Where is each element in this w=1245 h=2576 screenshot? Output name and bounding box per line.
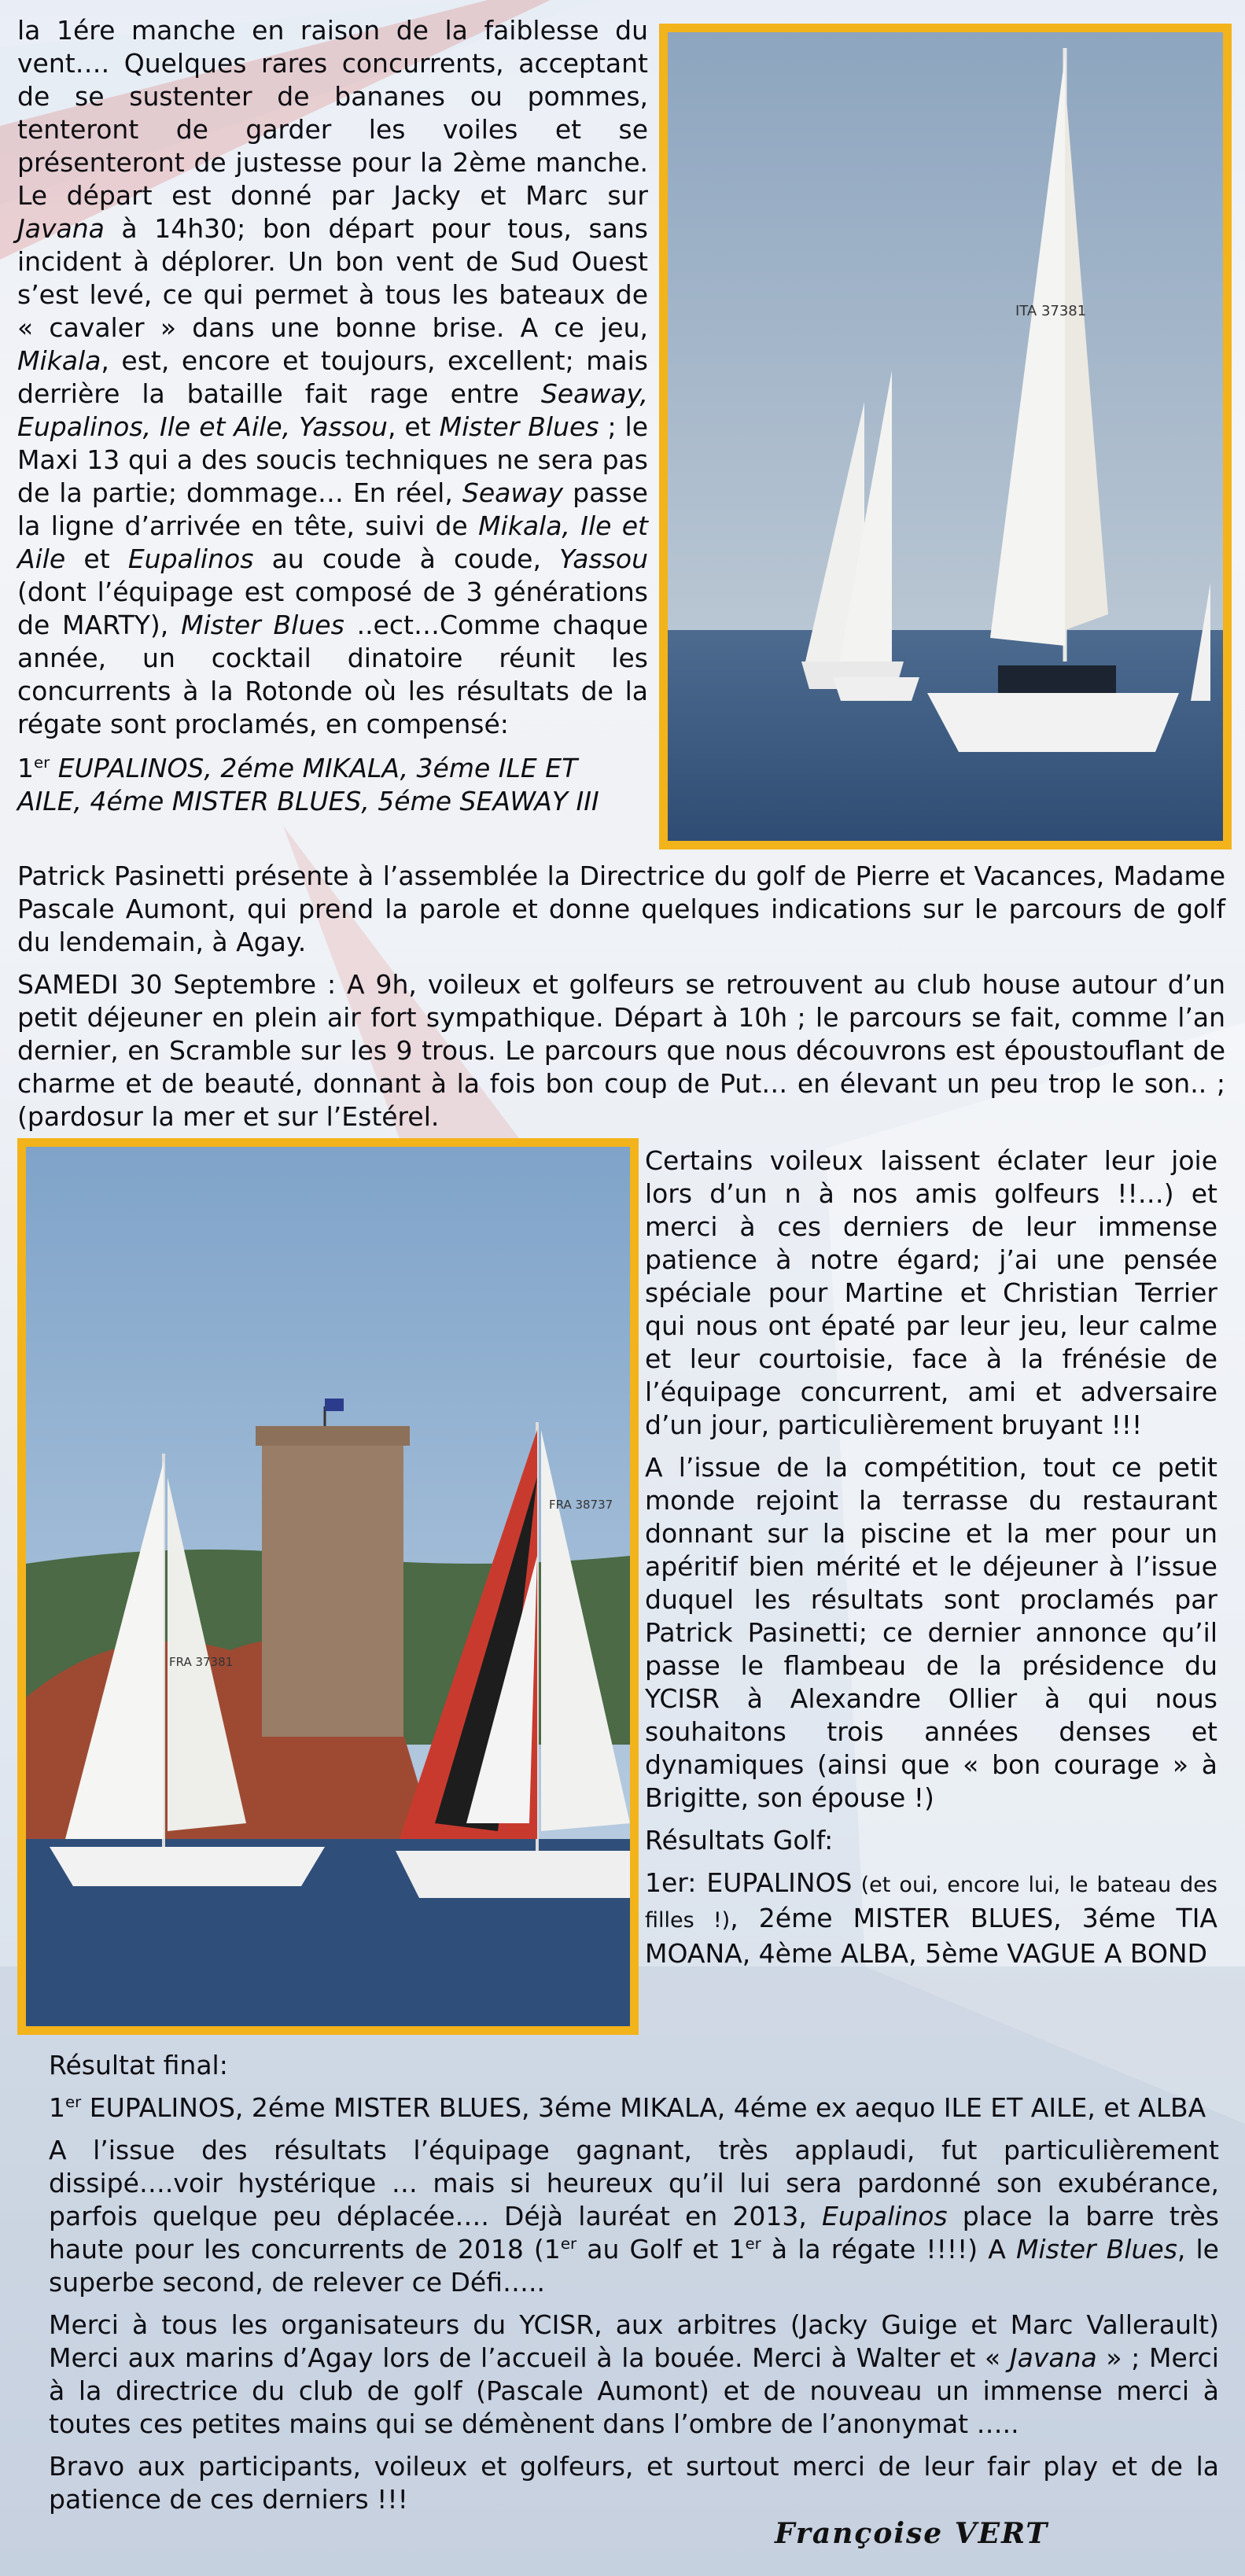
text-run: ..ect…Comme chaque année, un cocktail dinatoire réunit les concurrents à la Rotonde où les résultats de la régate sont proclamés, en compensé: — [17, 610, 649, 739]
final-section — [49, 2049, 1219, 2516]
text-run: la 1ére manche en raison de la faiblesse du vent…. Quelques rares concurrents, acceptant de se sustenter de bananes ou pommes, tenteront de garder les voiles et se présenteront de justesse pour la 2ème manche. Le départ est donné par Jacky et Marc sur — [17, 15, 648, 211]
race-report-text — [17, 14, 648, 741]
text-run: , 2éme MISTER BLUES, 3éme TIA MOANA, 4ème ALBA, 5ème VAGUE A BOND — [645, 1903, 1217, 1969]
text-run: et — [65, 544, 128, 574]
results-list: EUPALINOS, 2éme MISTER BLUES, 3éme MIKALA, 4éme ex aequo ILE ET AILE, et ALBA — [81, 2092, 1206, 2123]
golf-intro-paragraphs — [17, 860, 1225, 1133]
golf-note: (et oui, encore lui, le bateau des filles !) — [645, 1873, 1217, 1933]
golf-report-column — [645, 1144, 1217, 1970]
golf-results-title: Résultats Golf: — [645, 1825, 834, 1856]
after-competition-paragraph: A l’issue de la compétition, tout ce petit monde rejoint la terrasse du restaurant donnant sur la piscine et la mer pour un apéritif bien mérité et le déjeuner à l’issue duquel les résultats sont proclamés par Patrick Pasinetti; ce dernier annonce qu’il passe le flambeau de la présidence du YCISR à Alexandre Ollier à qui nous souhaitons trois années denses et dynamiques (ainsi que « bon courage » à Brigitte, son épouse !) — [645, 1452, 1217, 1813]
winner-paragraph — [49, 2134, 1219, 2299]
boat-name: Mister Blues — [1015, 2234, 1177, 2265]
text-run: , et — [387, 411, 440, 442]
text-run: à la régate !!!!) A — [761, 2234, 1016, 2265]
saturday-paragraph: SAMEDI 30 Septembre : A 9h, voileux et golfeurs se retrouvent au club house autour d’un petit déjeuner en plein air fort sympathique. Départ à 10h ; le parcours se fait, comme l’an dernier, en Scramble sur les 9 trous. Le parcours que nous découvrons est époustouflant de charme et de beauté, donnant à la fois bon coup de Put… en élevant un peu trop le son.. ;(pardosur la mer et sur l’Estérel. — [17, 969, 1225, 1132]
rank-suffix: er — [65, 2093, 82, 2111]
boat-names: Mikala, Ile et Aile — [17, 510, 648, 574]
text-run: , le superbe second, de relever ce Défi….. — [49, 2234, 1219, 2298]
boat-name: Mister Blues — [181, 610, 344, 640]
text-run: Merci à tous les organisateurs du YCISR, aux arbitres (Jacky Guige et Marc Vallerault) Merci aux marins d’Agay lors de l’accueil à la bouée. Merci à Walter et « — [49, 2309, 1219, 2373]
golf-results — [645, 1867, 1217, 1970]
tower-image — [26, 1147, 630, 2026]
rank-suffix: er — [34, 754, 50, 772]
boat-name: Eupalinos — [822, 2201, 948, 2231]
rank-number: 1 — [17, 753, 34, 783]
photo-tower-sailboats — [17, 1138, 639, 2035]
text-run: au coude à coude, — [253, 544, 560, 574]
final-results-title: Résultat final: — [49, 2050, 228, 2080]
boat-name: Mister Blues — [439, 411, 599, 442]
boat-name: Yassou — [559, 544, 648, 574]
text-run: ; le Maxi 13 qui a des soucis techniques ne sera pas de la partie; dommage… En réel, — [17, 411, 648, 508]
text-run: 1er: EUPALINOS — [645, 1867, 853, 1898]
results-list: EUPALINOS, 2éme MIKALA, 3éme ILE ET AILE, 4éme MISTER BLUES, 5éme SEAWAY III — [17, 753, 599, 816]
text-run: passe la ligne d’arrivée en tête, suivi de — [17, 477, 648, 541]
boat-name: Javana — [17, 213, 105, 244]
boat-name: Javana — [1009, 2342, 1097, 2373]
thanks-golfers-paragraph: Certains voileux laissent éclater leur joie lors d’un n à nos amis golfeurs !!…) et merci à ces derniers de leur immense patience à notre égard; j’ai une pensée spéciale pour Martine et Christian Terrier qui nous ont épaté par leur jeu, leur calme et leur courtoisie, face à la frénésie de l’équipage concurrent, ami et adversaire d’un jour, particulièrement bruyant !!! — [645, 1145, 1217, 1440]
sail-number: FRA 38737 — [549, 1498, 613, 1512]
text-run: (dont l’équipage est composé de 3 générations de MARTY), — [17, 577, 648, 640]
sail-number: FRA 37381 — [169, 1655, 234, 1669]
text-run: A l’issue des résultats l’équipage gagnant, très applaudi, fut particulièrement dissipé….voir hystérique … mais si heureux qu’il lui sera pardonné son exubérance, parfois quelque peu déplacée…. Déjà lauréat en 2013, — [49, 2135, 1219, 2231]
rank-suffix: er — [745, 2235, 761, 2253]
director-paragraph: Patrick Pasinetti présente à l’assemblée la Directrice du golf de Pierre et Vacances, Madame Pascale Aumont, qui prend la parole et donne quelques indications sur le parcours de golf du lendemain, à Agay. — [17, 861, 1225, 957]
rank-suffix: er — [560, 2235, 577, 2253]
sailboats-image — [668, 32, 1223, 841]
text-run: au Golf et 1 — [576, 2234, 746, 2265]
final-results — [49, 2091, 1219, 2125]
boat-name: Seaway — [462, 477, 564, 508]
rank-number: 1 — [49, 2092, 65, 2123]
boat-name: Eupalinos — [127, 544, 254, 574]
boat-name: Mikala — [17, 345, 101, 376]
text-run: à 14h30; bon départ pour tous, sans incident à déplorer. Un bon vent de Sud Ouest s’est levé, ce qui permet à tous les bateaux de « cavaler » dans une bonne brise. A ce jeu, — [17, 213, 648, 343]
photo-sailboats — [659, 24, 1232, 849]
regatta-results — [17, 752, 648, 818]
author-signature: Françoise VERT — [775, 2517, 1049, 2550]
sail-number: ITA 37381 — [1015, 303, 1087, 319]
intro-paragraph — [17, 14, 648, 818]
thanks-paragraph — [49, 2309, 1219, 2441]
boat-names: Seaway, Eupalinos, Ile et Aile, Yassou — [17, 378, 648, 442]
bravo-paragraph: Bravo aux participants, voileux et golfeurs, et surtout merci de leur fair play et de la patience de ces derniers !!! — [49, 2451, 1219, 2515]
text-run: , est, encore et toujours, excellent; mais derrière la bataille fait rage entre — [17, 345, 648, 409]
text-run: » ; Merci à la directrice du club de golf (Pascale Aumont) et de nouveau un immense merci à toutes ces petites mains qui se démènent dans l’ombre de l’anonymat ….. — [49, 2342, 1219, 2439]
text-run: place la barre très haute pour les concurrents de 2018 (1 — [49, 2201, 1219, 2265]
